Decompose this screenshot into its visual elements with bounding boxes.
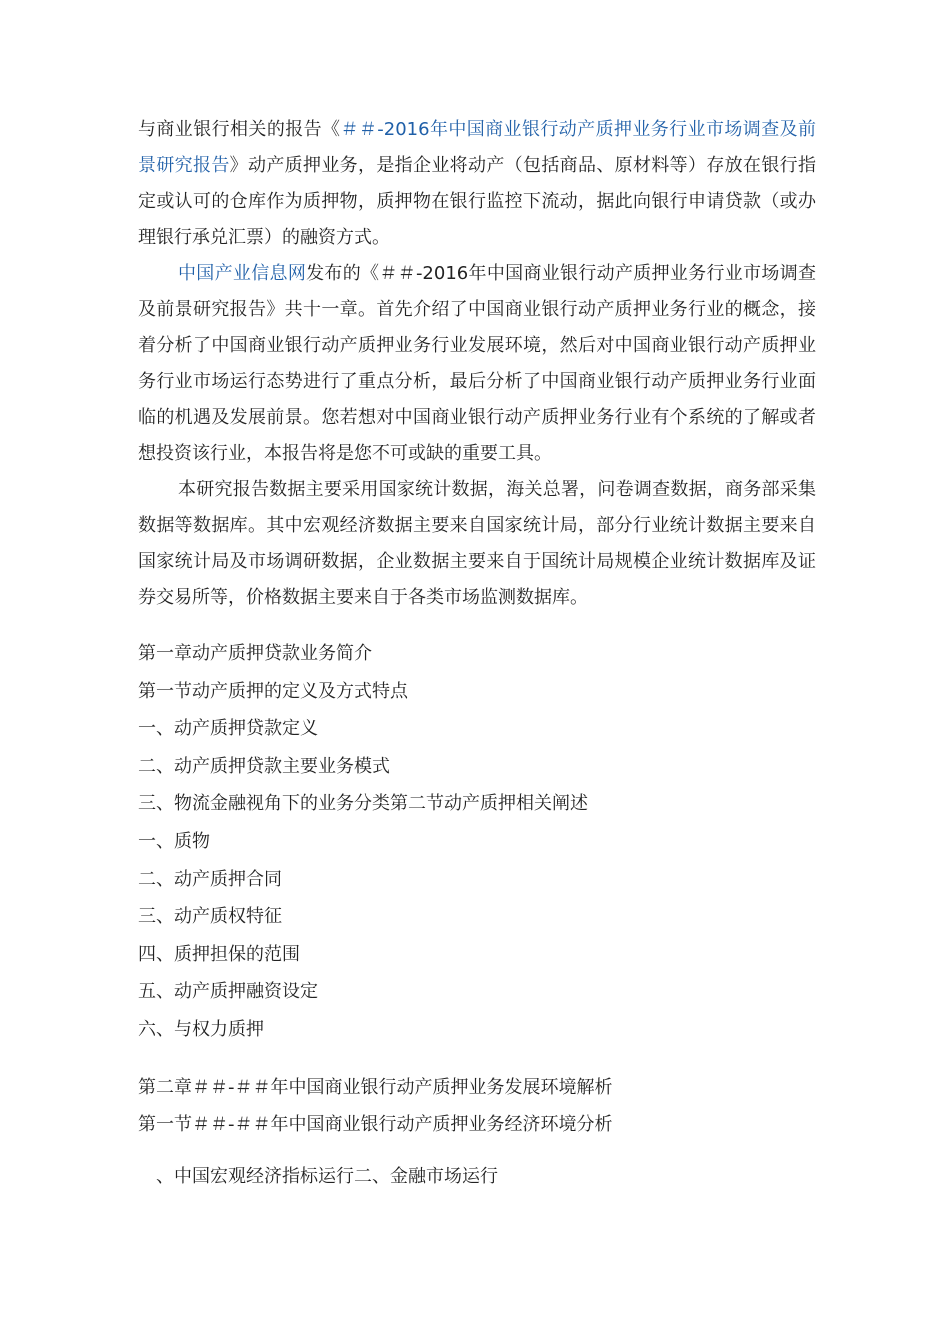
toc-chapter-1 [138,635,816,1049]
intro-prefix: 与商业银行相关的报告《 [138,119,341,140]
intro-paragraph [138,112,816,256]
toc-item: 四、质押担保的范围 [138,943,300,965]
toc-item: 三、物流金融视角下的业务分类第二节动产质押相关阐述 [138,793,588,815]
toc-item: 二、动产质押贷款主要业务模式 [138,755,390,777]
publisher-link[interactable]: 中国产业信息网 [178,263,307,284]
toc-chapter-2 [138,1069,816,1144]
toc-trailing-line: 、中国宏观经济指标运行二、金融市场运行 [156,1165,498,1187]
toc-item: 第一节＃＃-＃＃年中国商业银行动产质押业务经济环境分析 [138,1114,613,1136]
toc-item: 五、动产质押融资设定 [138,981,318,1003]
toc-item: 三、动产质权特征 [138,906,282,928]
data-source-paragraph: 本研究报告数据主要采用国家统计数据，海关总署，问卷调查数据，商务部采集数据等数据库。其中宏观经济数据主要来自国家统计局，部分行业统计数据主要来自国家统计局及市场调研数据，企业数据主要来自于国统计局规模企业统计数据库及证券交易所等，价格数据主要来自于各类市场监测数据库。 [138,479,816,608]
toc-item: 一、动产质押贷款定义 [138,718,318,740]
intro-suffix: 》动产质押业务，是指企业将动产（包括商品、原材料等）存放在银行指定或认可的仓库作为质押物，质押物在银行监控下流动，据此向银行申请贷款（或办理银行承兑汇票）的融资方式。 [138,155,817,248]
report-title-link[interactable]: ＃＃-2016年中国商业银行动产质押业务行业市场调查及前景研究报告 [138,119,816,176]
overview-text: 发布的《＃＃-2016年中国商业银行动产质押业务行业市场调查及前景研究报告》共十一章。首先介绍了中国商业银行动产质押业务行业的概念，接着分析了中国商业银行动产质押业务行业发展环境，然后对中国商业银行动产质押业务行业市场运行态势进行了重点分析，最后分析了中国商业银行动产质押业务行业面临的机遇及发展前景。您若想对中国商业银行动产质押业务行业有个系统的了解或者想投资该行业，本报告将是您不可或缺的重要工具。 [138,263,816,464]
toc-item: 第一节动产质押的定义及方式特点 [138,680,408,702]
toc-item: 一、质物 [138,830,210,852]
toc-item: 第二章＃＃-＃＃年中国商业银行动产质押业务发展环境解析 [138,1076,613,1098]
toc-item: 二、动产质押合同 [138,868,282,890]
toc-item: 六、与权力质押 [138,1018,264,1040]
document-body [138,112,816,1195]
overview-paragraph [138,256,816,472]
toc-item: 第一章动产质押贷款业务简介 [138,643,372,664]
